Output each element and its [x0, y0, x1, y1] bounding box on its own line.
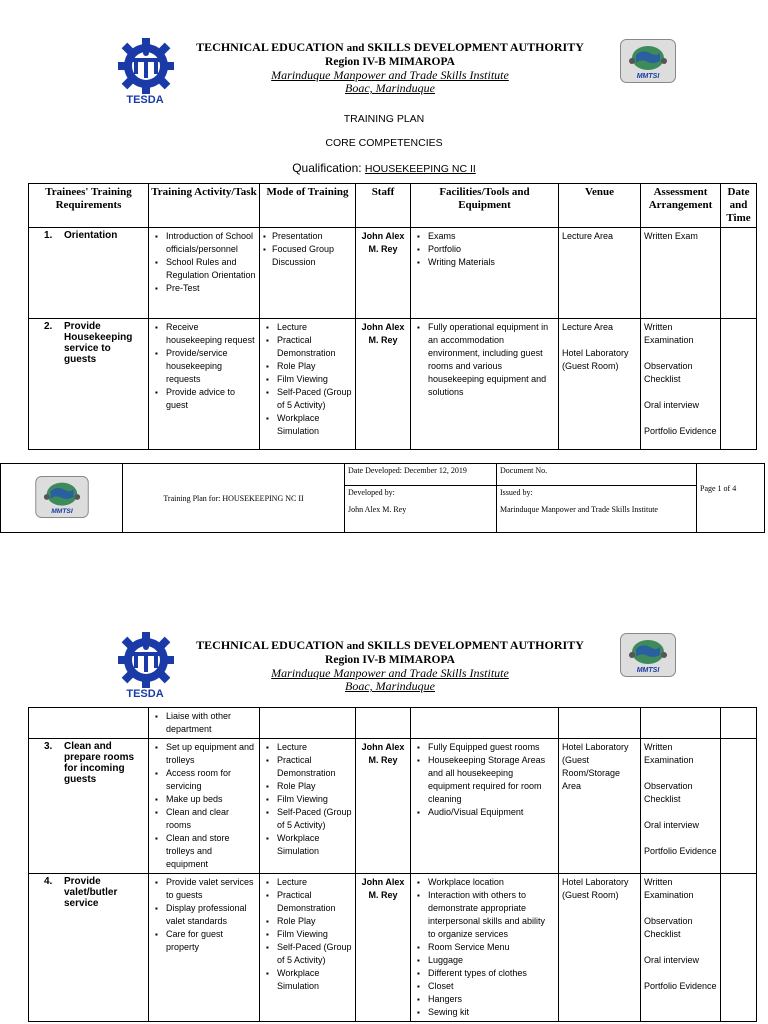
- date-time-cell: [721, 874, 757, 1022]
- org-heading: [180, 40, 600, 95]
- qualification-label: Qualification:: [292, 161, 362, 175]
- institute-location: Boac, Marinduque: [345, 679, 435, 693]
- assessment-item: Written Examination: [644, 877, 694, 900]
- assessment-item: Portfolio Evidence: [644, 981, 717, 991]
- institute-location: Boac, Marinduque: [345, 81, 435, 95]
- list-item: ▪ Film Viewing: [263, 928, 352, 941]
- list-item: ▪ Closet: [414, 980, 555, 993]
- table-row: [29, 874, 757, 1022]
- tesda-gear-logo-icon: [116, 36, 176, 98]
- requirement-cell: 3. Clean and prepare rooms for incoming guests: [29, 739, 149, 874]
- list-item: ▪ Provide advice to guest: [152, 386, 256, 412]
- list-item: ▪ Luggage: [414, 954, 555, 967]
- col-header-requirements: Trainees' Training Requirements: [29, 184, 149, 228]
- list-item: ▪ Provide/service housekeeping requests: [152, 347, 256, 386]
- venue-cell: Hotel Laboratory (Guest Room/Storage Area: [559, 739, 641, 874]
- list-item: ▪ Film Viewing: [263, 373, 352, 386]
- footer-page-number: Page 1 of 4: [697, 464, 765, 533]
- staff-cell: John Alex M. Rey: [356, 739, 411, 874]
- requirement-cell: 4. Provide valet/butler service: [29, 874, 149, 1022]
- mmtsi-logo-icon: [620, 39, 676, 83]
- list-item: ▪ Introduction of School officials/personnel: [152, 230, 256, 256]
- footer-issued-by: Issued by: Marinduque Manpower and Trade Skills Institute: [497, 486, 697, 533]
- activity-cell: [149, 708, 260, 739]
- footer-training-plan-for: Training Plan for: HOUSEKEEPING NC II: [123, 464, 345, 533]
- list-item: ▪ Self-Paced (Group of 5 Activity): [263, 386, 352, 412]
- document-title: TRAINING PLAN: [343, 113, 425, 125]
- assessment-cell: [641, 708, 721, 739]
- assessment-item: Portfolio Evidence: [644, 846, 717, 856]
- table-row: [29, 228, 757, 319]
- training-plan-table: [28, 183, 757, 450]
- col-header-date-time: Date and Time: [721, 184, 757, 228]
- requirement-cell: [29, 708, 149, 739]
- assessment-item: Written Examination: [644, 322, 694, 345]
- mode-cell: [260, 708, 356, 739]
- assessment-item: Oral interview: [644, 955, 700, 965]
- list-item: ▪ Set up equipment and trolleys: [152, 741, 256, 767]
- list-item: ▪ Care for guest property: [152, 928, 256, 954]
- assessment-cell: Written Exam: [641, 228, 721, 319]
- col-header-facilities: Facilities/Tools and Equipment: [411, 184, 559, 228]
- org-name: TECHNICAL EDUCATION and SKILLS DEVELOPMENT AUTHORITY: [196, 638, 584, 652]
- list-item: ▪ Fully Equipped guest rooms: [414, 741, 555, 754]
- assessment-item: Observation Checklist: [644, 916, 693, 939]
- list-item: ▪ Housekeeping Storage Areas and all housekeeping equipment required for room cleaning: [414, 754, 555, 806]
- org-name: TECHNICAL EDUCATION and SKILLS DEVELOPMENT AUTHORITY: [196, 40, 584, 54]
- list-item: ▪ Make up beds: [152, 793, 256, 806]
- staff-cell: [356, 708, 411, 739]
- facilities-cell: [411, 228, 559, 319]
- footer-document-no: Document No.: [497, 464, 697, 486]
- list-item: ▪ Workplace Simulation: [263, 412, 352, 438]
- col-header-venue: Venue: [559, 184, 641, 228]
- tesda-label: TESDA: [126, 688, 164, 700]
- list-item: ▪ Clean and clear rooms: [152, 806, 256, 832]
- footer-logo-cell: [1, 464, 123, 533]
- requirement-cell: 1. Orientation: [29, 228, 149, 319]
- list-item: ▪ Fully operational equipment in an accommodation environment, including guest rooms and various housekeeping equipment and solutions: [414, 321, 555, 399]
- list-item: ▪ Sewing kit: [414, 1006, 555, 1019]
- date-time-cell: [721, 739, 757, 874]
- list-item: ▪ Different types of clothes: [414, 967, 555, 980]
- list-item: ▪ Presentation: [263, 230, 352, 243]
- list-item: ▪ Audio/Visual Equipment: [414, 806, 555, 819]
- facilities-cell: [411, 874, 559, 1022]
- list-item: ▪ Exams: [414, 230, 555, 243]
- list-item: ▪ Self-Paced (Group of 5 Activity): [263, 806, 352, 832]
- list-item: ▪ Pre-Test: [152, 282, 256, 295]
- assessment-cell: [641, 319, 721, 450]
- institute-name: Marinduque Manpower and Trade Skills Institute: [271, 68, 509, 82]
- document-subtitle: CORE COMPETENCIES: [325, 137, 443, 149]
- mode-cell: [260, 739, 356, 874]
- list-item: ▪ Display professional valet standards: [152, 902, 256, 928]
- requirement-cell: 2. Provide Housekeeping service to guests: [29, 319, 149, 450]
- venue-cell: Hotel Laboratory (Guest Room): [559, 874, 641, 1022]
- list-item: ▪ Practical Demonstration: [263, 889, 352, 915]
- list-item: ▪ Writing Materials: [414, 256, 555, 269]
- date-time-cell: [721, 228, 757, 319]
- list-item: ▪ Provide valet services to guests: [152, 876, 256, 902]
- assessment-item: Written Examination: [644, 742, 694, 765]
- date-time-cell: [721, 319, 757, 450]
- list-item: ▪ Role Play: [263, 360, 352, 373]
- facilities-cell: [411, 708, 559, 739]
- list-item: ▪ Portfolio: [414, 243, 555, 256]
- list-item: ▪ Access room for servicing: [152, 767, 256, 793]
- assessment-item: Observation Checklist: [644, 361, 693, 384]
- qualification: [0, 161, 768, 175]
- assessment-item: Oral interview: [644, 400, 700, 410]
- list-item: ▪ Practical Demonstration: [263, 334, 352, 360]
- region: Region IV-B MIMAROPA: [325, 56, 455, 68]
- footer-date-developed: Date Developed: December 12, 2019: [345, 464, 497, 486]
- activity-cell: [149, 874, 260, 1022]
- assessment-item: Observation Checklist: [644, 781, 693, 804]
- activity-cell: [149, 319, 260, 450]
- page-footer: [0, 463, 765, 533]
- list-item: ▪ Self-Paced (Group of 5 Activity): [263, 941, 352, 967]
- qualification-value: HOUSEKEEPING NC II: [364, 163, 476, 175]
- list-item: ▪ Clean and store trolleys and equipment: [152, 832, 256, 871]
- list-item: ▪ Role Play: [263, 915, 352, 928]
- staff-cell: John Alex M. Rey: [356, 228, 411, 319]
- list-item: ▪ Film Viewing: [263, 793, 352, 806]
- svg-text:MMTSI: MMTSI: [636, 73, 660, 80]
- venue-cell: Lecture Area: [559, 228, 641, 319]
- activity-cell: [149, 739, 260, 874]
- facilities-cell: [411, 739, 559, 874]
- venue-cell: [559, 708, 641, 739]
- table-row: [29, 319, 757, 450]
- mode-cell: [260, 319, 356, 450]
- list-item: ▪ Workplace location: [414, 876, 555, 889]
- list-item: ▪ Lecture: [263, 741, 352, 754]
- staff-cell: John Alex M. Rey: [356, 874, 411, 1022]
- list-item: ▪ Workplace Simulation: [263, 967, 352, 993]
- list-item: ▪ Practical Demonstration: [263, 754, 352, 780]
- facilities-cell: [411, 319, 559, 450]
- footer-developed-by: Developed by: John Alex M. Rey: [345, 486, 497, 533]
- institute-name: Marinduque Manpower and Trade Skills Institute: [271, 666, 509, 680]
- region: Region IV-B MIMAROPA: [325, 654, 455, 666]
- list-item: ▪ Focused Group Discussion: [263, 243, 352, 269]
- col-header-staff: Staff: [356, 184, 411, 228]
- list-item: ▪ Workplace Simulation: [263, 832, 352, 858]
- list-item: ▪ Liaise with other department: [152, 710, 256, 736]
- svg-text:MMTSI: MMTSI: [636, 667, 660, 674]
- assessment-cell: [641, 739, 721, 874]
- table-header-row: [29, 184, 757, 228]
- col-header-assessment: Assessment Arrangement: [641, 184, 721, 228]
- assessment-item: Oral interview: [644, 820, 700, 830]
- list-item: ▪ Lecture: [263, 321, 352, 334]
- col-header-mode: Mode of Training: [260, 184, 356, 228]
- date-time-cell: [721, 708, 757, 739]
- mmtsi-logo-icon: [35, 476, 89, 518]
- list-item: ▪ Lecture: [263, 876, 352, 889]
- mmtsi-logo-icon: [620, 633, 676, 677]
- mode-cell: [260, 874, 356, 1022]
- venue-item: Hotel Laboratory (Guest Room): [562, 348, 629, 371]
- table-row: [29, 708, 757, 739]
- venue-item: Lecture Area: [562, 322, 614, 332]
- list-item: ▪ School Rules and Regulation Orientation: [152, 256, 256, 282]
- list-item: ▪ Role Play: [263, 780, 352, 793]
- assessment-cell: [641, 874, 721, 1022]
- tesda-gear-logo-icon: [116, 630, 176, 692]
- tesda-label: TESDA: [126, 94, 164, 106]
- mode-cell: [260, 228, 356, 319]
- staff-cell: John Alex M. Rey: [356, 319, 411, 450]
- list-item: ▪ Hangers: [414, 993, 555, 1006]
- list-item: ▪ Receive housekeeping request: [152, 321, 256, 347]
- org-heading: [180, 638, 600, 693]
- table-row: [29, 739, 757, 874]
- training-plan-table-continued: [28, 707, 757, 1022]
- list-item: ▪ Room Service Menu: [414, 941, 555, 954]
- col-header-activity: Training Activity/Task: [149, 184, 260, 228]
- list-item: ▪ Interaction with others to demonstrate appropriate interpersonal skills and ability to organize services: [414, 889, 555, 941]
- venue-cell: [559, 319, 641, 450]
- svg-text:MMTSI: MMTSI: [50, 508, 73, 516]
- assessment-item: Portfolio Evidence: [644, 426, 717, 436]
- activity-cell: [149, 228, 260, 319]
